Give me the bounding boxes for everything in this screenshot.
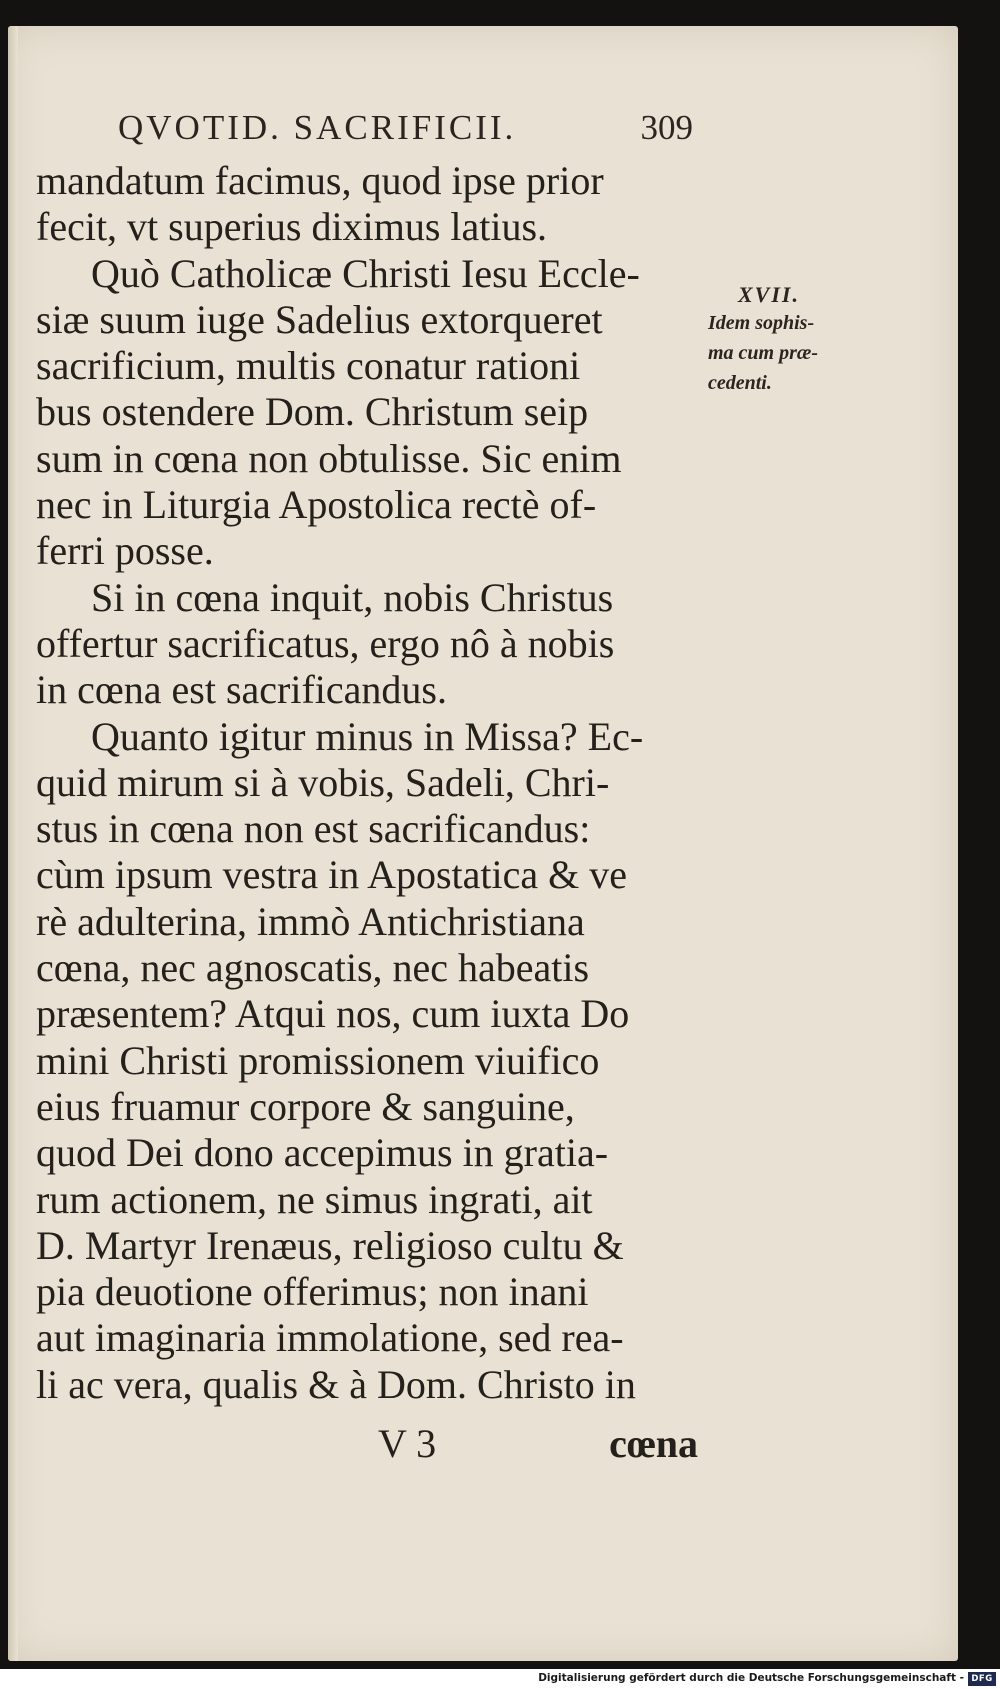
text-line: li ac vera, qualis & à Dom. Christo in: [36, 1361, 636, 1407]
text-line: in cœna est sacrificandus.: [36, 667, 447, 713]
page-footer-catchline: [378, 1420, 698, 1470]
text-line: siæ suum iuge Sadelius extorqueret: [36, 296, 603, 342]
text-line: rum actionem, ne simus ingrati, ait: [36, 1176, 593, 1222]
dfg-logo-icon: DFG: [968, 1672, 996, 1686]
text-line: sum in cœna non obtulisse. Sic enim: [36, 435, 622, 481]
text-line: pia deuotione offerimus; non inani: [36, 1269, 589, 1315]
text-line: quid mirum si à vobis, Sadeli, Chri-: [36, 759, 610, 805]
marginal-note-line: cedenti.: [708, 372, 772, 394]
signature-mark: V 3: [378, 1421, 437, 1466]
page-number: 309: [640, 108, 693, 147]
text-line: aut imaginaria immolatione, sed rea-: [36, 1315, 624, 1361]
text-line: nec in Liturgia Apostolica rectè of-: [36, 482, 597, 528]
digitization-credit-bar: [0, 1669, 1000, 1689]
text-line: sacrificium, multis conatur rationi: [36, 343, 581, 389]
text-line: mini Christi promissionem viuifico: [36, 1037, 600, 1083]
marginal-note-line: ma cum præ-: [708, 342, 818, 364]
text-line: cùm ipsum vestra in Apostatica & ve: [36, 852, 627, 898]
text-line: Quanto igitur minus in Missa? Ec-: [91, 713, 644, 759]
text-line: rè adulterina, immò Antichristiana: [36, 898, 585, 944]
text-line: eius fruamur corpore & sanguine,: [36, 1083, 575, 1129]
text-line: quod Dei dono accepimus in gratia-: [36, 1130, 609, 1176]
marginal-note: [708, 282, 858, 398]
page-spine-shadow: [8, 26, 18, 1661]
marginal-note-number: XVII.: [738, 282, 800, 307]
text-line: mandatum facimus, quod ipse prior: [36, 158, 604, 203]
text-line: Si in cœna inquit, nobis Christus: [91, 574, 614, 620]
catchword: cœna: [609, 1421, 698, 1466]
text-line: stus in cœna non est sacrificandus:: [36, 806, 591, 852]
body-text: [36, 158, 702, 1408]
text-line: offertur sacrificatus, ergo nô à nobis: [36, 620, 615, 666]
text-line: præsentem? Atqui nos, cum iuxta Do: [36, 991, 630, 1037]
text-line: Quò Catholicæ Christi Iesu Eccle-: [91, 250, 640, 296]
text-line: cœna, nec agnoscatis, nec habeatis: [36, 945, 590, 991]
marginal-note-line: Idem sophis-: [708, 312, 815, 334]
text-line: fecit, vt superius diximus latius.: [36, 204, 548, 250]
page-header: [118, 108, 693, 158]
funding-credit-text: Digitalisierung gefördert durch die Deutsche Forschungsgemeinschaft -: [538, 1672, 964, 1684]
text-line: ferri posse.: [36, 528, 214, 574]
running-title: QVOTID. SACRIFICII.: [118, 108, 517, 147]
text-line: bus ostendere Dom. Christum seip: [36, 389, 589, 435]
text-line: D. Martyr Irenæus, religioso cultu &: [36, 1222, 624, 1268]
